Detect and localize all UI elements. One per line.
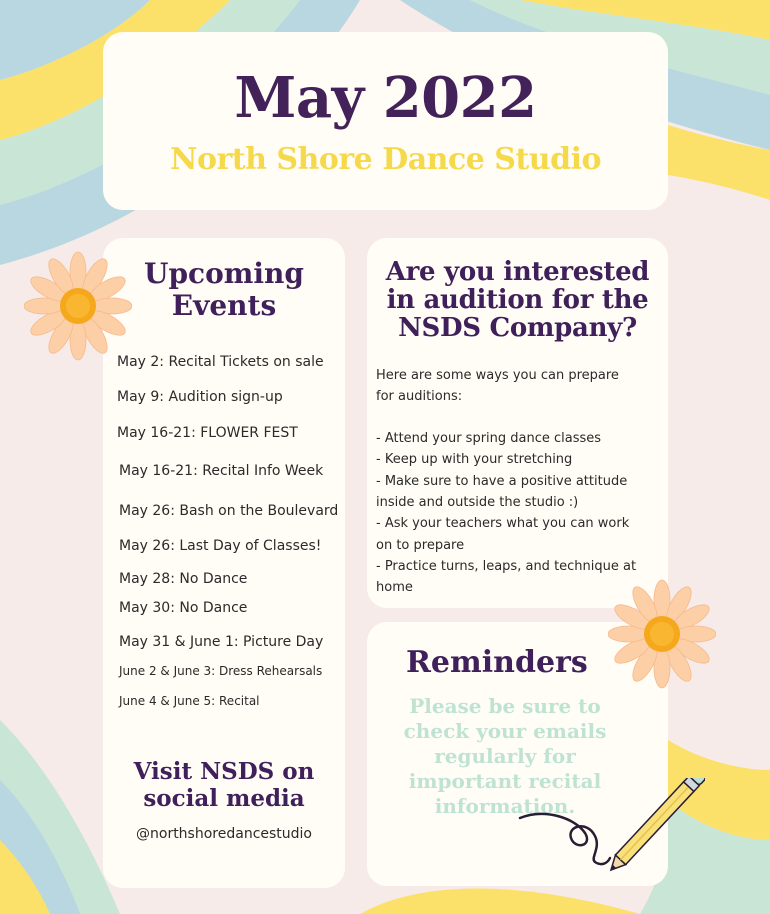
event-item: May 26: Last Day of Classes! (119, 538, 322, 554)
events-heading-line: Events (171, 289, 277, 322)
audition-text-line: - Make sure to have a positive attitude (376, 474, 628, 489)
audition-text-line: - Ask your teachers what you can work (376, 516, 630, 531)
pencil-icon (515, 778, 705, 878)
audition-text-line: - Attend your spring dance classes (376, 431, 602, 446)
audition-heading-line: Are you interested (385, 257, 650, 287)
reminders-text-line: check your emails (403, 719, 607, 743)
event-item: May 30: No Dance (119, 600, 248, 616)
event-item: May 28: No Dance (119, 571, 248, 587)
event-item: May 16-21: Recital Info Week (119, 463, 324, 479)
event-item: June 2 & June 3: Dress Rehearsals (119, 664, 323, 678)
audition-heading-line: NSDS Company? (398, 313, 637, 343)
social-heading-line: Visit NSDS on (133, 758, 315, 785)
audition-heading (367, 258, 668, 342)
audition-heading-line: in audition for the (386, 285, 649, 315)
audition-text-line: inside and outside the studio :) (376, 495, 579, 510)
event-item: May 31 & June 1: Picture Day (119, 634, 324, 650)
audition-text-line: on to prepare (376, 538, 465, 553)
social-handle-link[interactable]: @northshoredancestudio (136, 826, 312, 842)
events-heading-line: Upcoming (144, 257, 304, 290)
audition-text-line: for auditions: (376, 389, 463, 404)
flower-icon (24, 250, 132, 362)
reminders-text-line: important recital (408, 769, 602, 793)
event-item: June 4 & June 5: Recital (119, 694, 260, 708)
event-item: May 26: Bash on the Boulevard (119, 503, 339, 519)
reminders-text-line: Please be sure to (409, 694, 601, 718)
reminders-heading: Reminders (406, 645, 588, 680)
flower-icon (608, 578, 716, 690)
reminders-text-line: regularly for (434, 744, 576, 768)
page-title: May 2022 (234, 65, 537, 131)
event-item: May 16-21: FLOWER FEST (117, 425, 298, 441)
audition-text-line: Here are some ways you can prepare (376, 368, 619, 383)
social-heading-line: social media (143, 785, 305, 812)
page-subtitle: North Shore Dance Studio (170, 142, 601, 177)
social-heading (103, 758, 345, 812)
reminders-text-line: information. (434, 794, 576, 818)
audition-text-line: - Keep up with your stretching (376, 452, 573, 467)
event-item: May 2: Recital Tickets on sale (117, 354, 324, 370)
event-item: May 9: Audition sign-up (117, 389, 283, 405)
audition-text-line: home (376, 580, 413, 595)
audition-text-line: - Practice turns, leaps, and technique at (376, 559, 637, 574)
events-heading (103, 258, 345, 322)
